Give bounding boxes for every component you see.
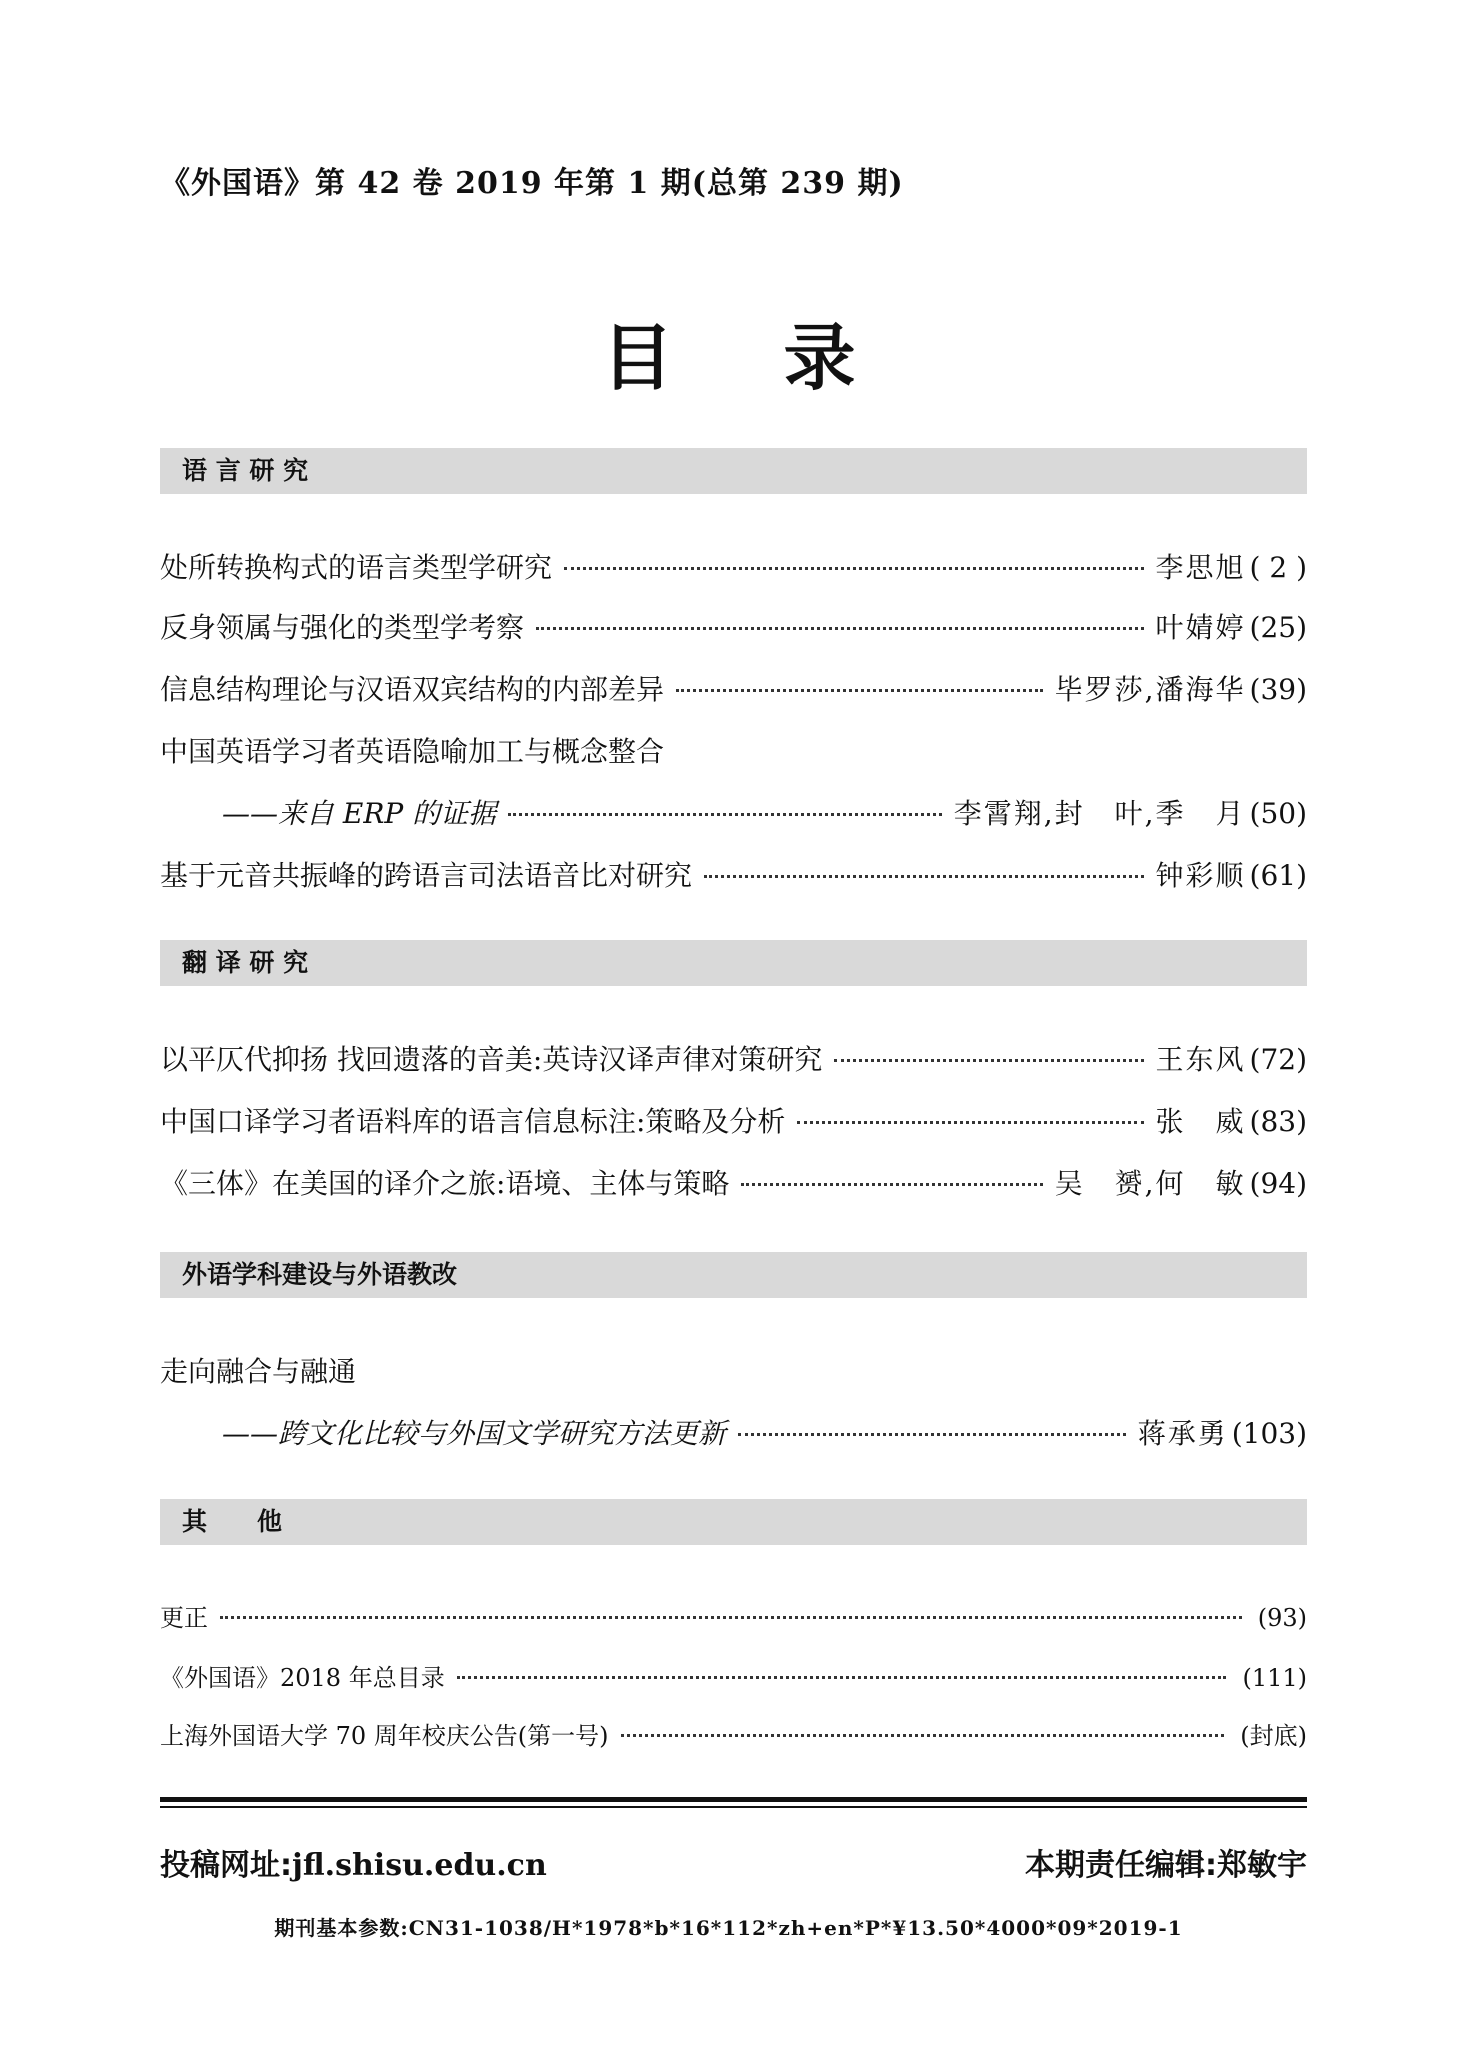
entry-page: (封底) xyxy=(1240,1722,1307,1750)
toc-title: 目录 xyxy=(601,316,966,400)
section-heading-discipline: 外语学科建设与外语教改 xyxy=(160,1252,1307,1298)
footer-rule-thick xyxy=(160,1797,1307,1802)
dot-leader xyxy=(704,875,1143,878)
entry-title: 上海外国语大学 70 周年校庆公告(第一号) xyxy=(160,1722,609,1750)
toc-entry[interactable] xyxy=(160,668,1307,708)
dot-leader xyxy=(220,1616,1242,1619)
toc-entry[interactable] xyxy=(160,792,1307,832)
entry-title: 《外国语》2018 年总目录 xyxy=(160,1664,445,1692)
section-heading-linguistics: 语 言 研 究 xyxy=(160,448,1307,494)
entry-authors: 李思旭 xyxy=(1155,551,1246,584)
editor-info xyxy=(1025,1840,1307,1884)
entry-title: 基于元音共振峰的跨语言司法语音比对研究 xyxy=(160,859,693,892)
toc-entry-title-line[interactable] xyxy=(160,1350,1307,1390)
toc-entry[interactable] xyxy=(160,854,1307,894)
submission-info xyxy=(160,1840,547,1884)
dot-leader xyxy=(741,1183,1042,1186)
dot-leader xyxy=(738,1433,1126,1436)
submission-url[interactable]: jfl.shisu.edu.cn xyxy=(292,1848,547,1883)
dot-leader xyxy=(457,1676,1227,1679)
editor-name: 郑敏宇 xyxy=(1217,1848,1307,1883)
toc-entry[interactable] xyxy=(160,1038,1307,1078)
dot-leader xyxy=(536,627,1143,630)
entry-authors: 李霄翔,封 叶,季 月 xyxy=(953,797,1246,830)
submission-label: 投稿网址: xyxy=(160,1848,292,1883)
entry-authors: 张 威 xyxy=(1155,1105,1246,1138)
entry-page: (61) xyxy=(1249,859,1307,892)
entry-authors: 王东风 xyxy=(1155,1043,1246,1076)
dot-leader xyxy=(834,1059,1143,1062)
entry-subtitle: ——来自 ERP 的证据 xyxy=(222,797,497,830)
entry-page: (103) xyxy=(1231,1417,1307,1450)
entry-subtitle: ——跨文化比较与外国文学研究方法更新 xyxy=(222,1417,727,1450)
entry-page: ( 2 ) xyxy=(1249,551,1307,584)
dot-leader xyxy=(676,689,1043,692)
entry-authors: 吴 赟,何 敏 xyxy=(1054,1167,1246,1200)
toc-entry[interactable] xyxy=(160,1716,1307,1751)
entry-title: 中国口译学习者语料库的语言信息标注:策略及分析 xyxy=(160,1105,786,1138)
entry-page: (25) xyxy=(1249,611,1307,644)
entry-page: (111) xyxy=(1242,1664,1307,1692)
entry-title: 更正 xyxy=(160,1604,208,1632)
entry-title: 以平仄代抑扬 找回遗落的音美:英诗汉译声律对策研究 xyxy=(160,1043,823,1076)
toc-entry[interactable] xyxy=(160,1100,1307,1140)
dot-leader xyxy=(797,1121,1143,1124)
issue-line: 《外国语》第 42 卷 2019 年第 1 期(总第 239 期) xyxy=(160,166,904,201)
toc-entry[interactable] xyxy=(160,1412,1307,1452)
entry-page: (39) xyxy=(1249,673,1307,706)
entry-title: 中国英语学习者英语隐喻加工与概念整合 xyxy=(160,735,665,768)
entry-page: (83) xyxy=(1249,1105,1307,1138)
entry-title: 信息结构理论与汉语双宾结构的内部差异 xyxy=(160,673,665,706)
entry-authors: 叶婧婷 xyxy=(1155,611,1246,644)
section-heading-other: 其 他 xyxy=(160,1499,1307,1545)
dot-leader xyxy=(564,567,1144,570)
toc-entry[interactable] xyxy=(160,606,1307,646)
entry-page: (50) xyxy=(1249,797,1307,830)
dot-leader xyxy=(621,1734,1225,1737)
journal-parameters: 期刊基本参数:CN31-1038/H*1978*b*16*112*zh+en*P*¥13.50*4000*09*2019-1 xyxy=(274,1916,1183,1940)
footer-rule-thin xyxy=(160,1806,1307,1808)
editor-label: 本期责任编辑: xyxy=(1025,1848,1217,1883)
toc-entry[interactable] xyxy=(160,1658,1307,1693)
dot-leader xyxy=(508,813,942,816)
entry-page: (93) xyxy=(1257,1604,1307,1632)
toc-entry[interactable] xyxy=(160,546,1307,586)
toc-entry-title-line[interactable] xyxy=(160,730,1307,770)
entry-title: 《三体》在美国的译介之旅:语境、主体与策略 xyxy=(160,1167,730,1200)
entry-page: (72) xyxy=(1249,1043,1307,1076)
entry-authors: 钟彩顺 xyxy=(1155,859,1246,892)
entry-authors: 蒋承勇 xyxy=(1137,1417,1228,1450)
entry-title: 反身领属与强化的类型学考察 xyxy=(160,611,525,644)
entry-page: (94) xyxy=(1249,1167,1307,1200)
toc-entry[interactable] xyxy=(160,1162,1307,1202)
entry-title: 处所转换构式的语言类型学研究 xyxy=(160,551,553,584)
entry-authors: 毕罗莎,潘海华 xyxy=(1054,673,1246,706)
entry-title: 走向融合与融通 xyxy=(160,1355,357,1388)
toc-entry[interactable] xyxy=(160,1598,1307,1633)
section-heading-translation: 翻 译 研 究 xyxy=(160,940,1307,986)
